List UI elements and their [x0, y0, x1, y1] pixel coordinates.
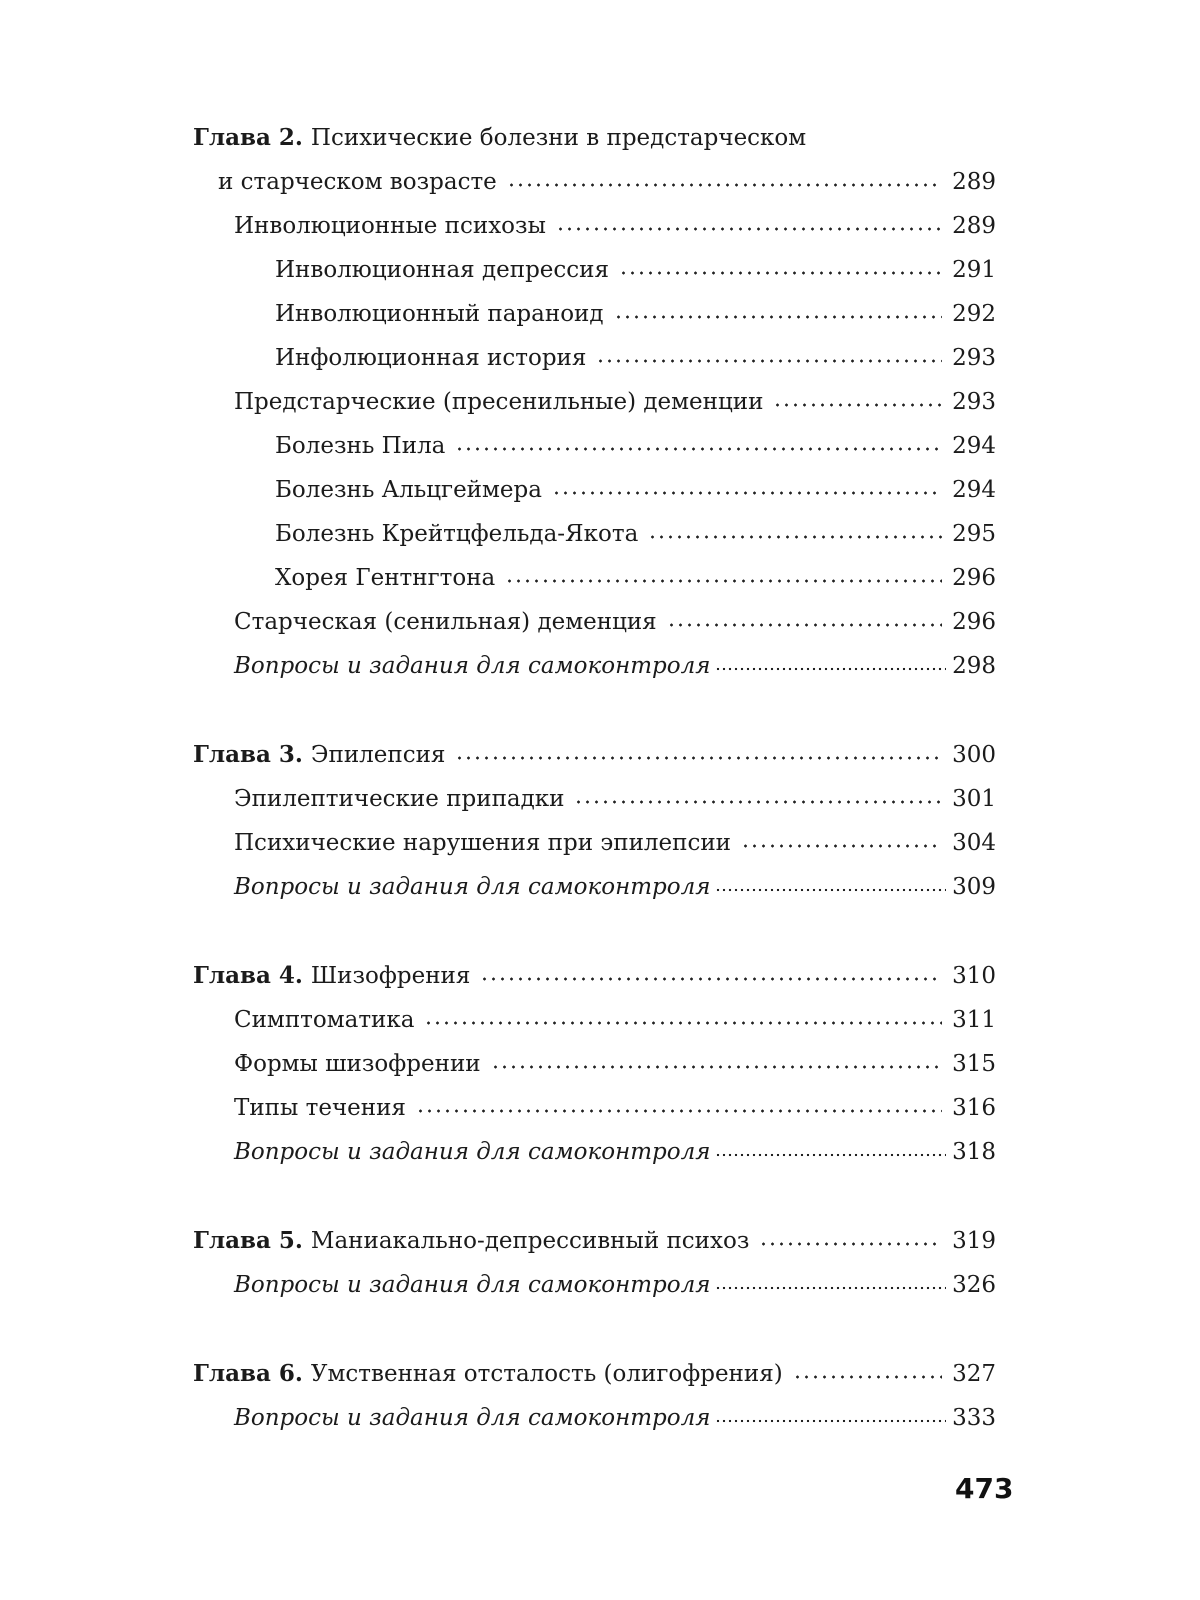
toc-entry: [193, 998, 996, 1042]
entry-title: Вопросы и задания для самоконтроля: [234, 1139, 711, 1165]
toc-entry: [193, 468, 996, 512]
toc-entry: [193, 292, 996, 336]
leader-dots: [480, 977, 942, 981]
leader-dots: [455, 756, 942, 760]
toc-entry: [193, 1086, 996, 1130]
chapter-title: Эпилепсия: [310, 742, 446, 768]
page-ref: 333: [952, 1405, 996, 1431]
entry-title: Хорея Гентнгтона: [275, 565, 496, 591]
chapter-title-line1: Психические болезни в предстарческом: [310, 125, 807, 151]
table-of-contents: [193, 116, 996, 1440]
page-ref: 327: [952, 1361, 996, 1387]
page-ref: 295: [952, 521, 996, 547]
toc-entry: [193, 777, 996, 821]
page-ref: 315: [952, 1051, 996, 1077]
page-ref: 294: [952, 477, 996, 503]
page-ref: 326: [952, 1272, 996, 1298]
toc-entry-questions: [193, 1396, 996, 1440]
page-ref: 289: [952, 213, 996, 239]
chapter-6-heading: [193, 1352, 996, 1396]
toc-entry: [193, 1042, 996, 1086]
toc-entry-questions: [193, 1263, 996, 1307]
toc-entry: [193, 204, 996, 248]
leader-dots: [556, 227, 942, 231]
leader-dots: [773, 403, 942, 407]
leader-dots: [491, 1065, 942, 1069]
entry-title: Инволюционные психозы: [234, 213, 546, 239]
leader-dots: [455, 447, 942, 451]
leader-dots: [648, 535, 942, 539]
leader-dots: [715, 1153, 947, 1157]
page-ref: 318: [952, 1139, 996, 1165]
page-ref: 289: [952, 169, 996, 195]
chapter-title: Шизофрения: [310, 963, 471, 989]
chapter-title: Умственная отсталость (олигофрения): [310, 1361, 783, 1387]
page-ref: 292: [952, 301, 996, 327]
leader-dots: [552, 491, 942, 495]
chapter-2-heading: [193, 116, 996, 204]
entry-title: Вопросы и задания для самоконтроля: [234, 874, 711, 900]
page-ref: 300: [952, 742, 996, 768]
toc-entry: [193, 512, 996, 556]
entry-title: Инволюционный параноид: [275, 301, 604, 327]
leader-dots: [424, 1021, 942, 1025]
toc-entry-questions: [193, 865, 996, 909]
toc-entry: [193, 380, 996, 424]
page-ref: 316: [952, 1095, 996, 1121]
leader-dots: [759, 1242, 942, 1246]
entry-title: Формы шизофрении: [234, 1051, 481, 1077]
chapter-title-line2: и старческом возрасте: [218, 169, 497, 195]
page-ref: 310: [952, 963, 996, 989]
page-number: 473: [955, 1472, 1014, 1505]
entry-title: Болезнь Альцгеймера: [275, 477, 542, 503]
entry-title: Типы течения: [234, 1095, 406, 1121]
chapter-label: Глава 3.: [193, 741, 303, 768]
leader-dots: [715, 1286, 947, 1290]
leader-dots: [667, 623, 942, 627]
page-ref: 291: [952, 257, 996, 283]
entry-title: Болезнь Крейтцфельда-Якота: [275, 521, 639, 547]
chapter-title: Маниакально-депрессивный психоз: [310, 1228, 750, 1254]
leader-dots: [715, 667, 947, 671]
toc-entry: [193, 424, 996, 468]
toc-entry-questions: [193, 644, 996, 688]
leader-dots: [505, 579, 942, 583]
page-ref: 296: [952, 565, 996, 591]
leader-dots: [619, 271, 942, 275]
toc-entry: [193, 248, 996, 292]
page-ref: 319: [952, 1228, 996, 1254]
entry-title: Вопросы и задания для самоконтроля: [234, 1405, 711, 1431]
page-ref: 309: [952, 874, 996, 900]
entry-title: Психические нарушения при эпилепсии: [234, 830, 731, 856]
leader-dots: [715, 1419, 947, 1423]
entry-title: Вопросы и задания для самоконтроля: [234, 653, 711, 679]
toc-entry-questions: [193, 1130, 996, 1174]
chapter-4-heading: [193, 954, 996, 998]
page-ref: 301: [952, 786, 996, 812]
leader-dots: [596, 359, 942, 363]
chapter-label: Глава 5.: [193, 1227, 303, 1254]
entry-title: Эпилептические припадки: [234, 786, 565, 812]
page-ref: 293: [952, 389, 996, 415]
entry-title: Инволюционная депрессия: [275, 257, 610, 283]
page-ref: 311: [952, 1007, 996, 1033]
entry-title: Инфолюционная история: [275, 345, 587, 371]
leader-dots: [741, 844, 942, 848]
toc-entry: [193, 336, 996, 380]
entry-title: Предстарческие (пресенильные) деменции: [234, 389, 764, 415]
chapter-5-heading: [193, 1219, 996, 1263]
leader-dots: [574, 800, 942, 804]
page-ref: 296: [952, 609, 996, 635]
leader-dots: [614, 315, 943, 319]
leader-dots: [416, 1109, 942, 1113]
chapter-label: Глава 2.: [193, 124, 303, 151]
toc-entry: [193, 600, 996, 644]
page-ref: 298: [952, 653, 996, 679]
chapter-label: Глава 4.: [193, 962, 303, 989]
entry-title: Вопросы и задания для самоконтроля: [234, 1272, 711, 1298]
entry-title: Старческая (сенильная) деменция: [234, 609, 657, 635]
toc-entry: [193, 556, 996, 600]
page-ref: 293: [952, 345, 996, 371]
page-ref: 294: [952, 433, 996, 459]
toc-entry: [193, 821, 996, 865]
entry-title: Симптоматика: [234, 1007, 415, 1033]
leader-dots: [507, 183, 942, 187]
chapter-3-heading: [193, 733, 996, 777]
leader-dots: [715, 888, 947, 892]
page-ref: 304: [952, 830, 996, 856]
entry-title: Болезнь Пила: [275, 433, 446, 459]
chapter-label: Глава 6.: [193, 1360, 303, 1387]
leader-dots: [793, 1375, 942, 1379]
